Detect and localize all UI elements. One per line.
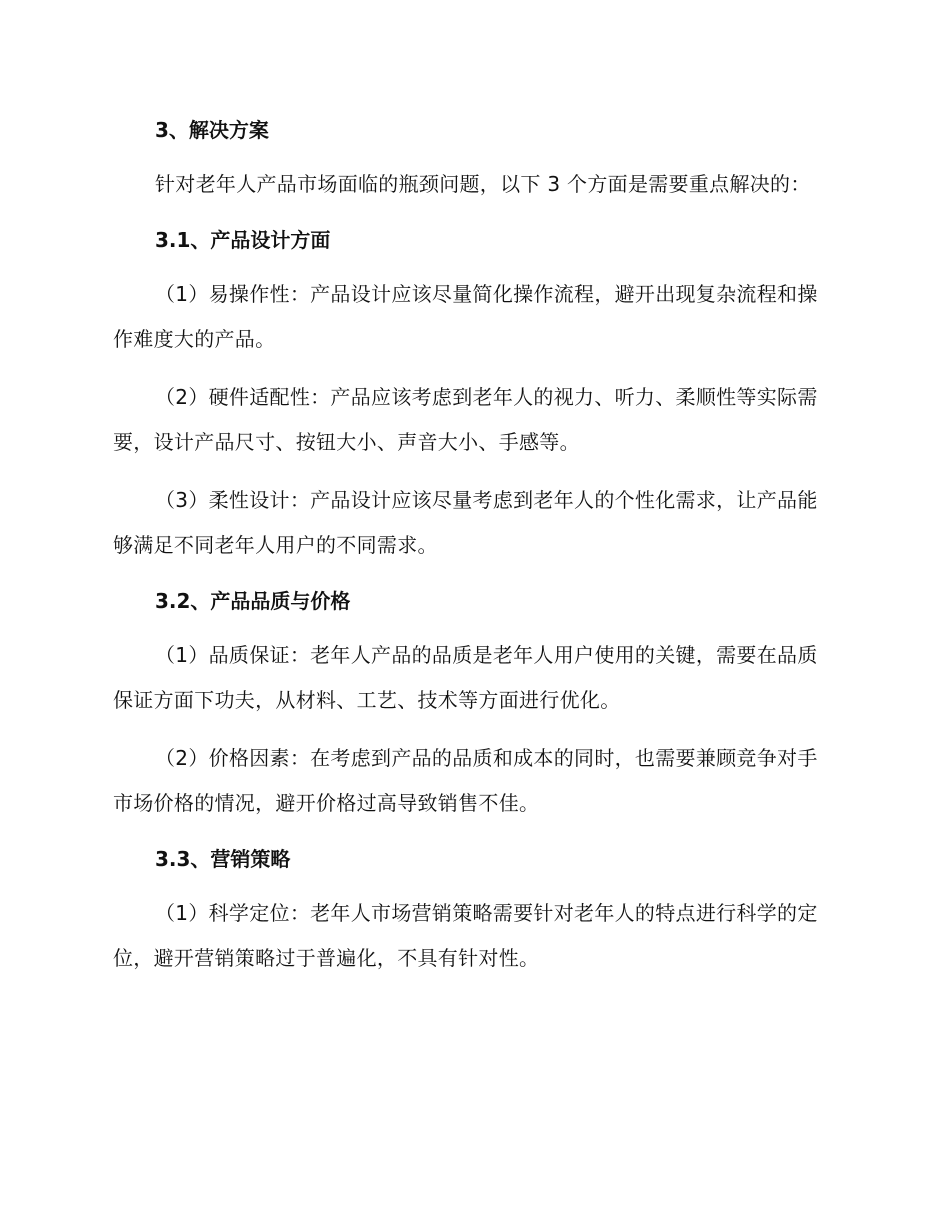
paragraph-price-factor: （2）价格因素：在考虑到产品的品质和成本的同时，也需要兼顾竞争对手市场价格的情况，避开价格过高导致销售不佳。 [113, 746, 818, 815]
intro-paragraph: 针对老年人产品市场面临的瓶颈问题，以下 3 个方面是需要重点解决的： [155, 172, 811, 196]
paragraph-flexible-design: （3）柔性设计：产品设计应该尽量考虑到老年人的个性化需求，让产品能够满足不同老年人用户的不同需求。 [113, 488, 818, 557]
section-heading-quality-price: 3.2、产品品质与价格 [155, 589, 351, 613]
paragraph-quality-assurance: （1）品质保证：老年人产品的品质是老年人用户使用的关键，需要在品质保证方面下功夫，从材料、工艺、技术等方面进行优化。 [113, 643, 818, 712]
section-heading-product-design: 3.1、产品设计方面 [155, 228, 331, 252]
paragraph-ease-of-use: （1）易操作性：产品设计应该尽量简化操作流程，避开出现复杂流程和操作难度大的产品。 [113, 282, 818, 351]
paragraph-scientific-positioning: （1）科学定位：老年人市场营销策略需要针对老年人的特点进行科学的定位，避开营销策略过于普遍化，不具有针对性。 [113, 901, 818, 970]
section-heading-solutions: 3、解决方案 [155, 118, 269, 142]
paragraph-hardware-fit: （2）硬件适配性：产品应该考虑到老年人的视力、听力、柔顺性等实际需要，设计产品尺寸、按钮大小、声音大小、手感等。 [113, 385, 818, 454]
document-page [113, 110, 823, 994]
section-heading-marketing: 3.3、营销策略 [155, 847, 291, 871]
